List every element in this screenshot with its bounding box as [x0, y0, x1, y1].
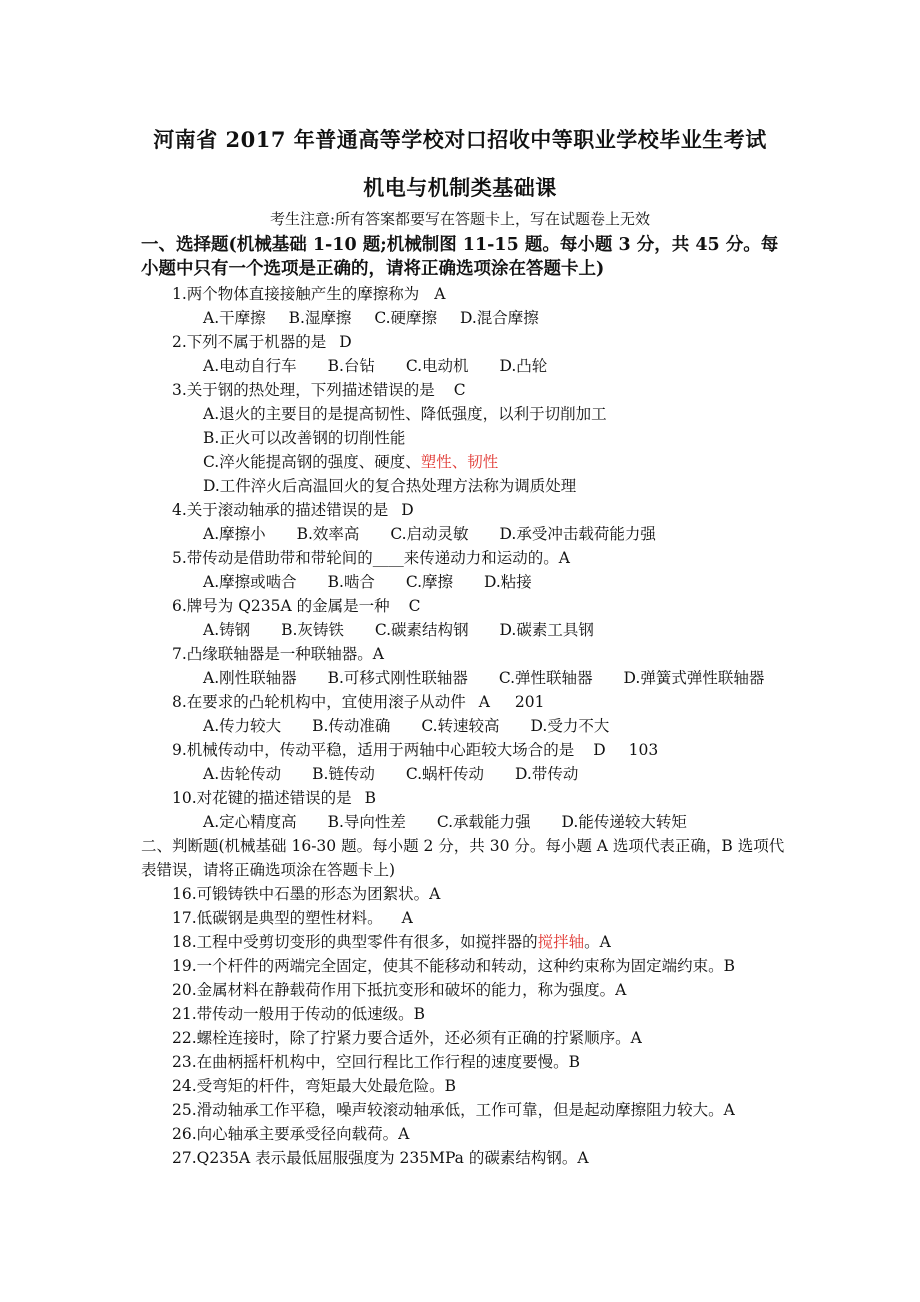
- question-10-answer: B: [364, 789, 376, 807]
- question-3-text: 3.关于钢的热处理，下列描述错误的是: [172, 381, 435, 399]
- question-6-options: [203, 620, 594, 640]
- option-a: A.摩擦或啮合: [203, 573, 297, 591]
- question-10: [172, 788, 376, 808]
- question-4-answer: D: [401, 501, 414, 519]
- question-10-text: 10.对花键的描述错误的是: [172, 789, 352, 807]
- question-8-text: 8.在要求的凸轮机构中，宜使用滚子从动件: [172, 693, 466, 711]
- question-3: [172, 380, 466, 400]
- option-a: A.摩擦小: [203, 525, 266, 543]
- judge-16: 16.可锻铸铁中石墨的形态为团絮状。A: [172, 885, 441, 903]
- option-c: C.电动机: [405, 357, 469, 375]
- judge-24: 24.受弯矩的杆件，弯矩最大处最危险。B: [172, 1077, 457, 1095]
- question-9-note: 103: [628, 741, 659, 759]
- judge-25: 25.滑动轴承工作平稳，噪声较滚动轴承低，工作可靠，但是起动摩擦阻力较大。A: [172, 1101, 735, 1119]
- question-9-options: [203, 764, 578, 784]
- question-1: [172, 284, 445, 304]
- option-d: D.弹簧式弹性联轴器: [623, 669, 765, 687]
- judge-20: 20.金属材料在静载荷作用下抵抗变形和破坏的能力，称为强度。A: [172, 981, 627, 999]
- option-d: D.带传动: [515, 765, 579, 783]
- section2-heading: 二、判断题(机械基础 16-30 题。每小题 2 分，共 30 分。每小题 A 选项代表正确，B 选项代表错误，请将正确选项涂在答题卡上): [141, 837, 785, 879]
- question-8-answer: A: [478, 693, 490, 711]
- option-d: D.碳素工具钢: [499, 621, 594, 639]
- question-5-options: [203, 572, 532, 592]
- judge-26: 26.向心轴承主要承受径向载荷。A: [172, 1125, 410, 1143]
- option-d: D.受力不大: [530, 717, 610, 735]
- option-a: A.定心精度高: [203, 813, 297, 831]
- option-d: D.能传递较大转矩: [561, 813, 687, 831]
- option-b: B.效率高: [296, 525, 360, 543]
- exam-title: 河南省 2017 年普通高等学校对口招收中等职业学校毕业生考试: [153, 127, 767, 152]
- question-4-text: 4.关于滚动轴承的描述错误的是: [172, 501, 389, 519]
- option-c-text: C.淬火能提高钢的强度、硬度、: [203, 453, 421, 471]
- option-c: C.弹性联轴器: [498, 669, 593, 687]
- question-8-note: 201: [514, 693, 545, 711]
- option-a: A.传力较大: [203, 717, 282, 735]
- option-c: C.摩擦: [405, 573, 454, 591]
- option-b: B.台钻: [327, 357, 375, 375]
- judge-27: 27.Q235A 表示最低屈服强度为 235MPa 的碳素结构钢。A: [172, 1149, 589, 1167]
- option-b: B.湿摩擦: [288, 309, 352, 327]
- judge-17: [172, 908, 413, 928]
- question-4-options: [203, 524, 656, 544]
- question-2-options: [203, 356, 547, 376]
- option-a: A.齿轮传动: [203, 765, 282, 783]
- option-b: B.啮合: [327, 573, 375, 591]
- question-8-options: [203, 716, 609, 736]
- question-2: [172, 332, 352, 352]
- question-7: 7.凸缘联轴器是一种联轴器。A: [172, 645, 384, 663]
- question-2-text: 2.下列不属于机器的是: [172, 333, 327, 351]
- question-3-option-d: D.工件淬火后高温回火的复合热处理方法称为调质处理: [203, 477, 577, 495]
- option-a: A.干摩擦: [203, 309, 266, 327]
- question-6-text: 6.牌号为 Q235A 的金属是一种: [172, 597, 390, 615]
- judge-17-text: 17.低碳钢是典型的塑性材料。: [172, 909, 383, 927]
- option-d: D.承受冲击载荷能力强: [499, 525, 656, 543]
- option-b: B.导向性差: [327, 813, 406, 831]
- option-c: C.转速较高: [421, 717, 500, 735]
- option-a: A.电动自行车: [203, 357, 297, 375]
- option-b: B.传动准确: [312, 717, 391, 735]
- option-c: C.承载能力强: [436, 813, 531, 831]
- question-8: [172, 692, 544, 712]
- question-1-options: [203, 308, 539, 328]
- option-c: C.硬摩擦: [374, 309, 438, 327]
- question-9: [172, 740, 658, 760]
- judge-18-text: 18.工程中受剪切变形的典型零件有很多，如搅拌器的: [172, 933, 538, 951]
- question-9-text: 9.机械传动中，传动平稳，适用于两轴中心距较大场合的是: [172, 741, 575, 759]
- question-10-options: [203, 812, 687, 832]
- candidate-notice: 考生注意:所有答案都要写在答题卡上，写在试题卷上无效: [269, 210, 651, 228]
- judge-18: [172, 932, 611, 952]
- option-a: A.刚性联轴器: [203, 669, 297, 687]
- question-5: 5.带传动是借助带和带轮间的____来传递动力和运动的。A: [172, 549, 570, 567]
- question-1-text: 1.两个物体直接接触产生的摩擦称为: [172, 285, 420, 303]
- question-3-option-b: B.正火可以改善钢的切削性能: [203, 429, 406, 447]
- question-9-answer: D: [593, 741, 606, 759]
- option-c: C.蜗杆传动: [405, 765, 485, 783]
- option-d: D.粘接: [484, 573, 532, 591]
- judge-23: 23.在曲柄摇杆机构中，空回行程比工作行程的速度要慢。B: [172, 1053, 581, 1071]
- question-2-answer: D: [339, 333, 352, 351]
- judge-18-highlight: 搅拌轴: [537, 933, 585, 951]
- judge-19: 19.一个杆件的两端完全固定，使其不能移动和转动，这种约束称为固定端约束。B: [172, 957, 736, 975]
- judge-17-answer: A: [401, 909, 413, 927]
- option-b: B.链传动: [312, 765, 375, 783]
- option-b: B.可移式刚性联轴器: [327, 669, 468, 687]
- judge-21: 21.带传动一般用于传动的低速级。B: [172, 1005, 426, 1023]
- question-6: [172, 596, 420, 616]
- question-7-options: [203, 668, 764, 688]
- option-b: B.灰铸铁: [281, 621, 344, 639]
- option-d: D.凸轮: [499, 357, 548, 375]
- question-6-answer: C: [408, 597, 421, 615]
- judge-22: 22.螺栓连接时，除了拧紧力要合适外，还必须有正确的拧紧顺序。A: [172, 1029, 642, 1047]
- option-d: D.混合摩擦: [460, 309, 539, 327]
- question-4: [172, 500, 414, 520]
- question-3-option-a: A.退火的主要目的是提高韧性、降低强度，以利于切削加工: [203, 405, 607, 423]
- option-a: A.铸钢: [203, 621, 251, 639]
- option-c-highlight: 塑性、韧性: [420, 453, 499, 471]
- judge-18-answer: 。A: [584, 933, 611, 951]
- question-3-answer: C: [453, 381, 466, 399]
- option-c: C.启动灵敏: [390, 525, 469, 543]
- section1-heading: 一、选择题(机械基础 1-10 题;机械制图 11-15 题。每小题 3 分，共 45 分。每小题中只有一个选项是正确的，请将正确选项涂在答题卡上): [141, 235, 779, 279]
- question-3-option-c: [203, 452, 498, 472]
- question-1-answer: A: [434, 285, 446, 303]
- option-c: C.碳素结构钢: [374, 621, 469, 639]
- exam-subtitle: 机电与机制类基础课: [363, 175, 557, 200]
